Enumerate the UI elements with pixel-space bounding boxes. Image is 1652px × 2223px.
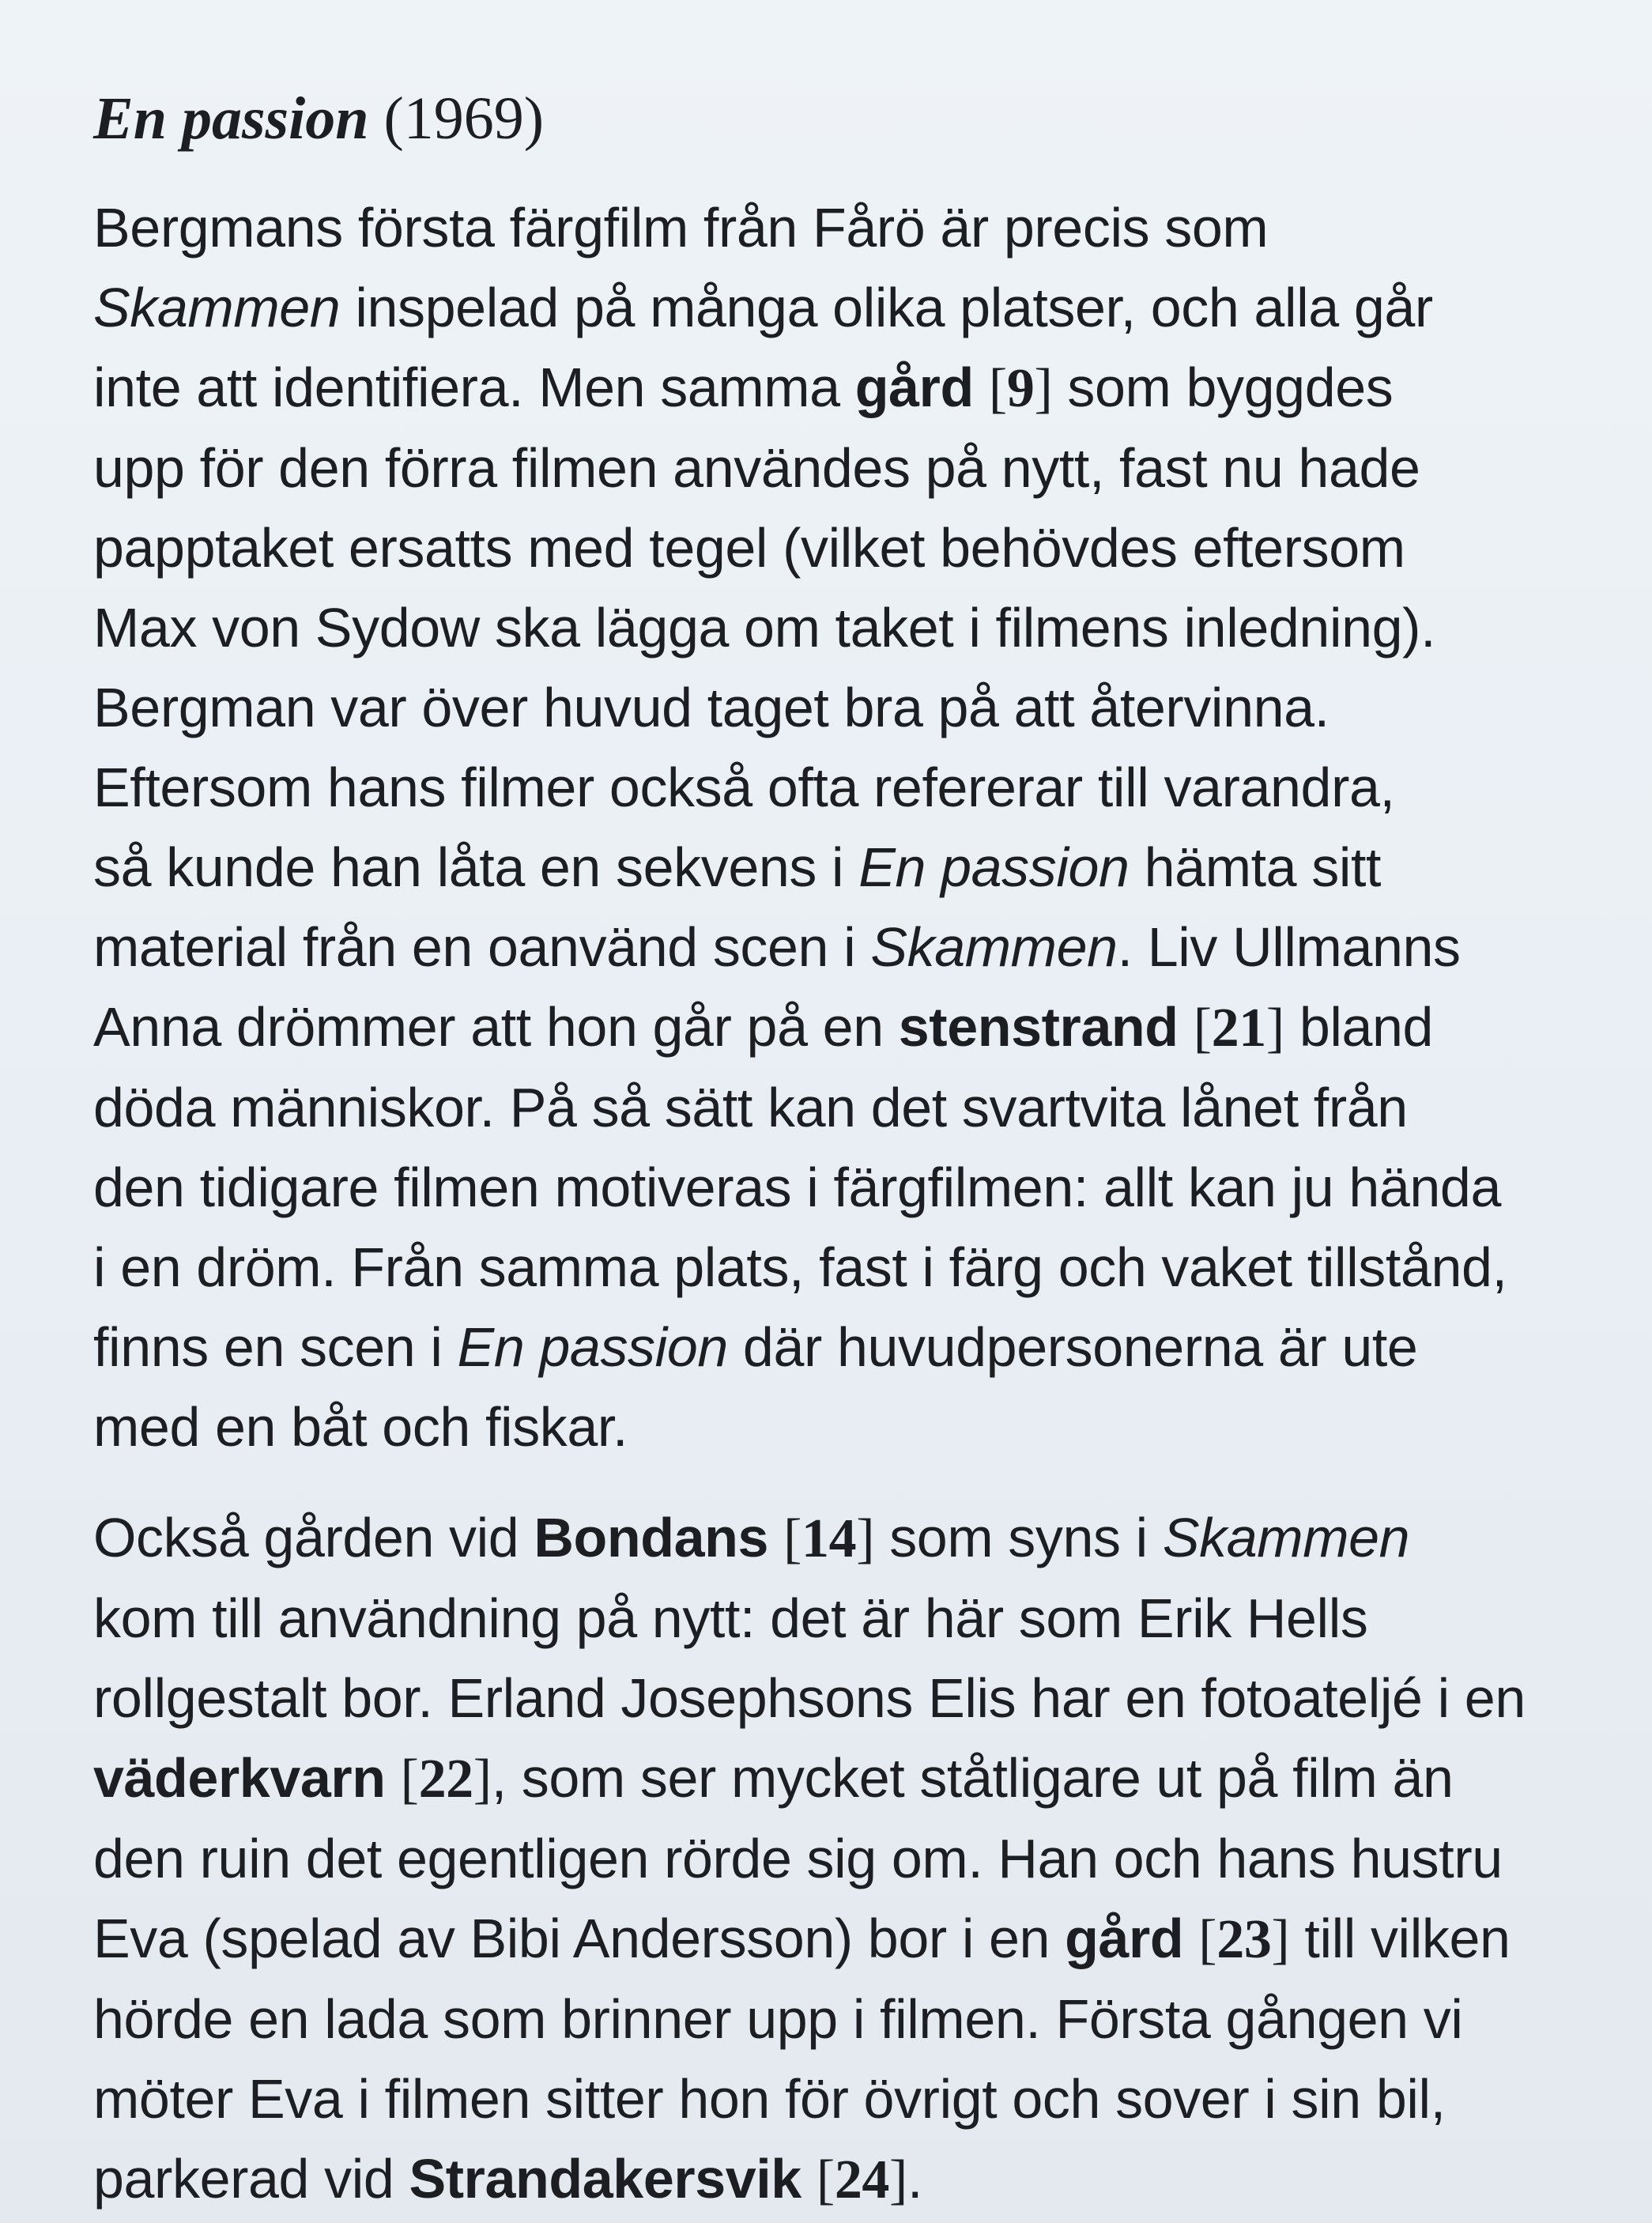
text-segment: bland (1284, 996, 1434, 1058)
map-reference-number: 21 (1211, 998, 1266, 1059)
place-name: gård (854, 357, 974, 418)
text-line (93, 1738, 1595, 1819)
text-line (93, 987, 1595, 1068)
text-line (93, 2059, 1595, 2139)
text-segment (974, 357, 989, 418)
text-segment: hörde en lada som brinner upp i filmen. Första gången vi (93, 1988, 1463, 2050)
map-reference: [24] (816, 2149, 907, 2210)
text-line (93, 748, 1595, 828)
text-segment: Bergmans första färgfilm från Fårö är precis som (93, 197, 1269, 259)
text-segment: . Liv Ullmanns (1117, 916, 1461, 978)
film-title-mention: En passion (457, 1316, 728, 1378)
text-line (93, 1899, 1595, 1980)
text-segment: så kunde han låta en sekvens i (93, 836, 859, 898)
text-segment: i en dröm. Från samma plats, fast i färg och vaket tillstånd, (93, 1236, 1507, 1298)
text-segment: till vilken (1289, 1908, 1511, 1969)
text-segment: Också gården vid (93, 1507, 534, 1568)
text-line (93, 668, 1595, 748)
text-line (93, 1228, 1595, 1308)
text-segment (386, 1747, 401, 1809)
text-line (93, 188, 1595, 268)
text-line (93, 1498, 1595, 1579)
map-reference-number: 22 (418, 1749, 473, 1810)
text-segment: Max von Sydow ska lägga om taket i filmens inledning). (93, 597, 1436, 659)
text-segment: som byggdes (1052, 357, 1394, 418)
text-line (93, 1387, 1595, 1467)
paragraph-2 (93, 1498, 1595, 2220)
text-line (93, 1308, 1595, 1387)
text-segment (1183, 1908, 1198, 1969)
text-segment: hämta sitt (1129, 836, 1382, 898)
text-segment: kom till användning på nytt: det är här som Erik Hells (93, 1587, 1368, 1649)
text-segment: den ruin det egentligen rörde sig om. Han och hans hustru (93, 1828, 1503, 1889)
text-line (93, 1819, 1595, 1899)
text-segment: med en båt och fiskar. (93, 1396, 628, 1458)
text-line (93, 1148, 1595, 1228)
text-line (93, 2139, 1595, 2220)
map-reference-number: 23 (1216, 1909, 1272, 1970)
text-segment: där huvudpersonerna är ute (727, 1316, 1418, 1378)
paragraph-1 (93, 188, 1595, 1467)
map-reference-number: 14 (801, 1508, 857, 1569)
place-name: väderkvarn (93, 1747, 386, 1809)
section-heading (93, 79, 544, 158)
map-reference: [14] (783, 1508, 875, 1569)
text-segment: Bergman var över huvud taget bra på att återvinna. (93, 677, 1330, 738)
place-name: Bondans (534, 1507, 769, 1568)
text-segment: parkerad vid (93, 2148, 409, 2210)
text-segment: upp för den förra filmen användes på nytt, fast nu hade (93, 437, 1420, 499)
text-line (93, 1579, 1595, 1659)
text-line (93, 1068, 1595, 1148)
text-line (93, 268, 1595, 348)
text-segment: möter Eva i filmen sitter hon för övrigt och sover i sin bil, (93, 2068, 1446, 2130)
text-segment: . (907, 2148, 923, 2210)
map-reference: [23] (1198, 1909, 1290, 1970)
text-segment (801, 2148, 817, 2210)
film-title-mention: Skammen (93, 277, 341, 338)
map-reference-number: 9 (1006, 358, 1035, 419)
film-title: En passion (93, 85, 369, 152)
place-name: gård (1065, 1908, 1184, 1969)
text-segment: Anna drömmer att hon går på en (93, 996, 899, 1058)
text-segment: Eftersom hans filmer också ofta refererar till varandra, (93, 757, 1395, 818)
map-reference: [21] (1193, 998, 1284, 1059)
map-reference: [9] (988, 358, 1053, 419)
text-segment: papptaket ersatts med tegel (vilket behövdes eftersom (93, 517, 1405, 579)
text-segment: som syns i (874, 1507, 1163, 1568)
text-segment (768, 1507, 783, 1568)
film-year: (1969) (383, 85, 545, 152)
text-segment: inspelad på många olika platser, och alla går (340, 277, 1433, 338)
text-segment: den tidigare filmen motiveras i färgfilmen: allt kan ju hända (93, 1157, 1501, 1218)
film-title-mention: Skammen (870, 916, 1118, 978)
film-title-mention: Skammen (1162, 1507, 1410, 1568)
map-reference: [22] (400, 1749, 492, 1810)
text-segment: material från en oanvänd scen i (93, 916, 871, 978)
text-segment (1179, 996, 1194, 1058)
text-segment: Eva (spelad av Bibi Andersson) bor i en (93, 1908, 1066, 1969)
text-line (93, 428, 1595, 508)
text-segment: finns en scen i (93, 1316, 458, 1378)
text-segment: rollgestalt bor. Erland Josephsons Elis har en fotoateljé i en (93, 1667, 1526, 1729)
text-line (93, 1659, 1595, 1738)
place-name: stenstrand (898, 996, 1179, 1058)
text-line (93, 1980, 1595, 2059)
text-segment: , som ser mycket ståtligare ut på film än (491, 1747, 1454, 1809)
text-line (93, 508, 1595, 588)
place-name: Strandakersvik (409, 2148, 801, 2210)
text-line (93, 908, 1595, 987)
text-line (93, 348, 1595, 428)
text-line (93, 828, 1595, 908)
text-line (93, 588, 1595, 668)
text-segment: inte att identifiera. Men samma (93, 357, 855, 418)
film-title-mention: En passion (858, 836, 1130, 898)
text-segment: döda människor. På så sätt kan det svartvita lånet från (93, 1077, 1408, 1138)
map-reference-number: 24 (834, 2149, 890, 2210)
